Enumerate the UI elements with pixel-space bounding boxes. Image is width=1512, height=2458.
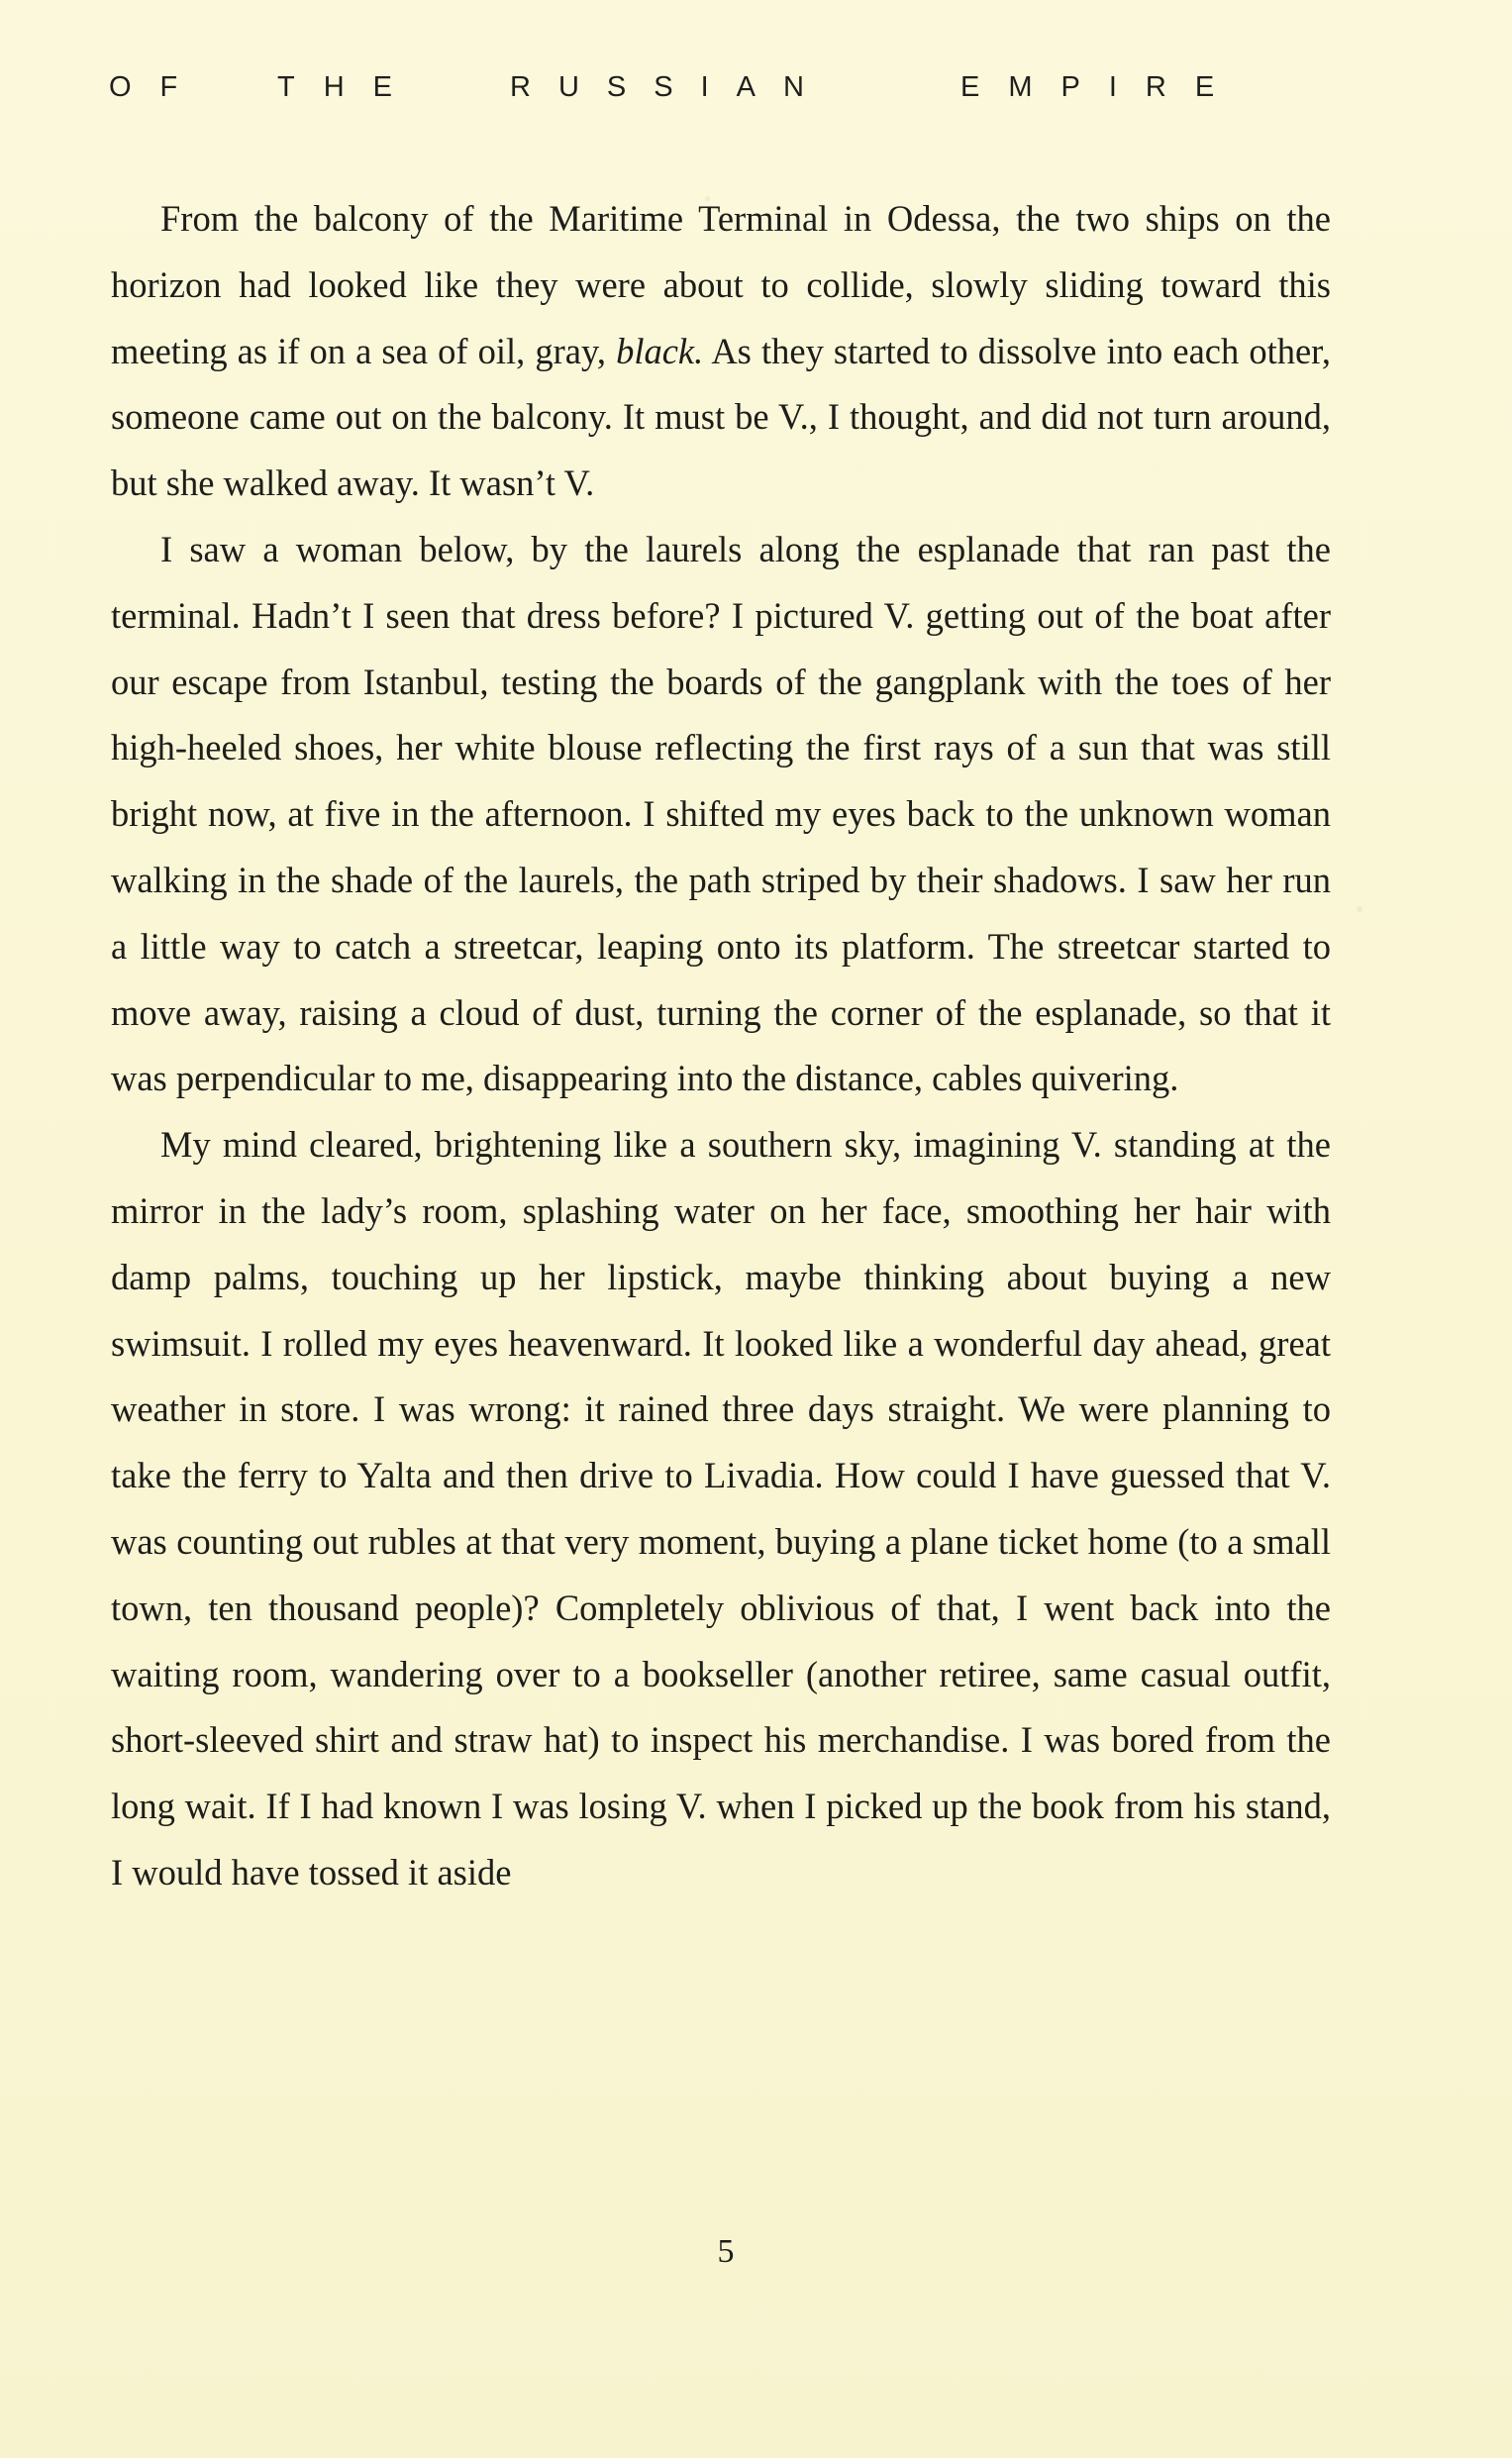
- paragraph-1: [111, 186, 1331, 517]
- paper-speck: [1357, 906, 1362, 912]
- running-head-word-2: THE: [277, 71, 421, 103]
- running-head: [109, 71, 1337, 117]
- paragraph-1-emphasis: black.: [616, 330, 704, 371]
- running-head-word-4: EMPIRE: [960, 71, 1244, 103]
- paper-speck: [705, 196, 710, 201]
- running-head-word-1: OF: [109, 71, 207, 103]
- paragraph-1-text-end: As they started to dissolve into each other, someone came out on the balcony. It must be V., I thought, and did not turn around, but she walked away. It wasn’t V.: [111, 330, 1331, 504]
- page-number: 5: [717, 2233, 735, 2270]
- paragraph-3: My mind cleared, brightening like a southern sky, imagining V. standing at the mirror in the lady’s room, splashing water on her face, smoothing her hair with damp palms, touching up her lipstick, maybe thinking about buying a new swimsuit. I rolled my eyes heavenward. It looked like a wonderful day ahead, great weather in store. I was wrong: it rained three days straight. We were planning to take the ferry to Yalta and then drive to Livadia. How could I have guessed that V. was counting out rubles at that very moment, buying a plane ticket home (to a small town, ten thousand people)? Completely oblivious of that, I went back into the waiting room, wandering over to a bookseller (another retiree, same casual outfit, short-sleeved shirt and straw hat) to inspect his merchandise. I was bored from the long wait. If I had known I was losing V. when I picked up the book from his stand, I would have tossed it aside: [111, 1124, 1331, 1893]
- paragraph-2: I saw a woman below, by the laurels along the esplanade that ran past the terminal. Hadn’t I seen that dress before? I pictured V. getting out of the boat after our escape from Istanbul, testing the boards of the gangplank with the toes of her high-heeled shoes, her white blouse reflecting the first rays of a sun that was still bright now, at five in the afternoon. I shifted my eyes back to the unknown woman walking in the shade of the laurels, the path striped by their shadows. I saw her run a little way to catch a streetcar, leaping onto its platform. The streetcar started to move away, raising a cloud of dust, turning the corner of the esplanade, so that it was perpendicular to me, disappearing into the distance, cables quivering.: [111, 528, 1331, 1099]
- paragraph-1-text-start: From the balcony of the Maritime Terminal in Odessa, the two ships on the horizon had looked like they were about to collide, slowly sliding toward this meeting as if on a sea of oil, gray,: [111, 198, 1331, 371]
- running-head-word-3: RUSSIAN: [510, 71, 832, 103]
- body-text: [111, 186, 1331, 1906]
